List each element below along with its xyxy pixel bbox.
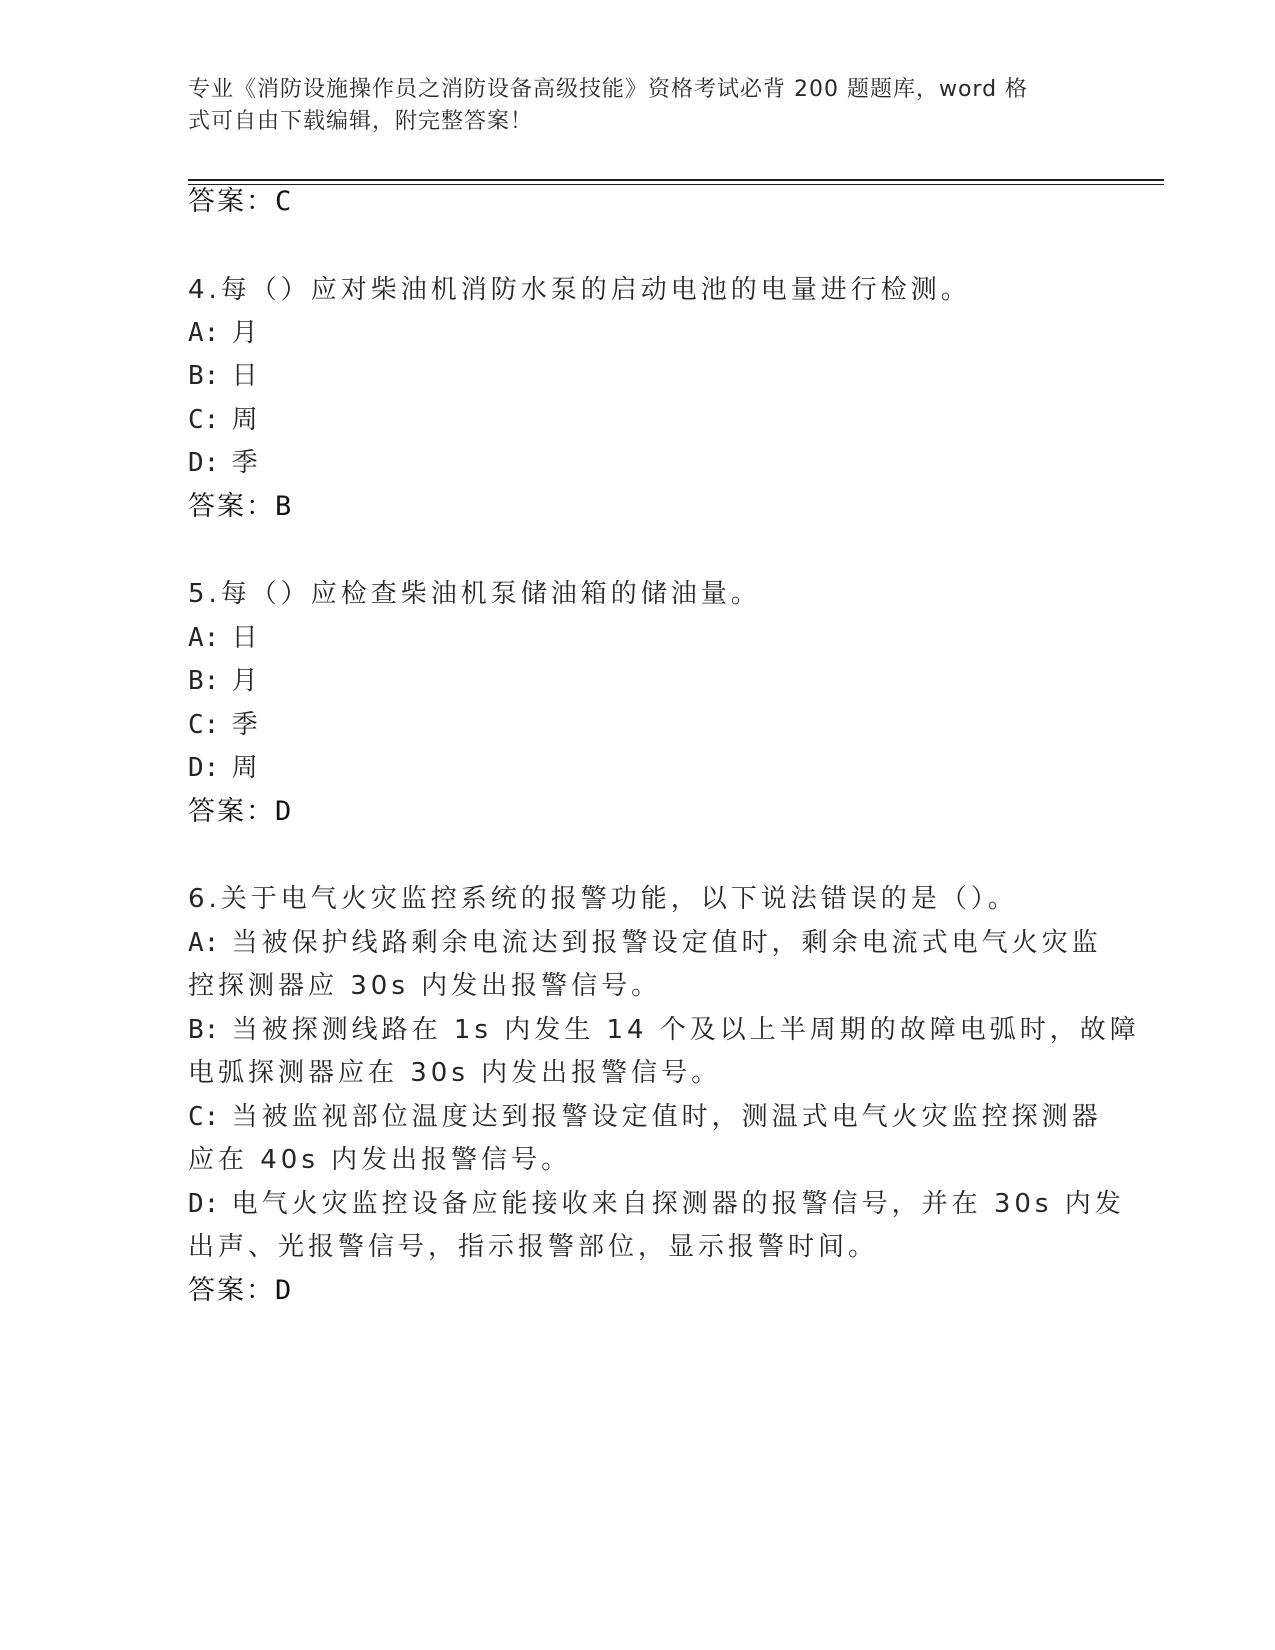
- option-text-line-2: 出声、光报警信号，指示报警部位，显示报警时间。: [188, 1232, 879, 1262]
- option-text: 季: [231, 710, 262, 740]
- option-text-line-1: 当被监视部位温度达到报警设定值时，测温式电气火灾监控探测器: [231, 1102, 1102, 1132]
- option-a: [188, 620, 262, 656]
- header-rule-thin: [188, 184, 1164, 185]
- option-c: [188, 402, 262, 438]
- answer-value: D: [275, 796, 294, 827]
- option-b: [188, 1012, 1140, 1048]
- question-stem: 4.每（）应对柴油机消防水泵的启动电池的电量进行检测。: [188, 275, 971, 305]
- document-header: [188, 74, 1078, 138]
- option-text: 日: [231, 623, 262, 653]
- option-a: [188, 315, 262, 351]
- option-d: [188, 445, 262, 481]
- option-text: 季: [231, 448, 262, 478]
- answer-value: C: [275, 186, 294, 217]
- option-key: D:: [188, 753, 220, 783]
- option-key: A:: [188, 318, 220, 348]
- option-b: [188, 663, 262, 699]
- option-c: [188, 707, 262, 743]
- option-key: C:: [188, 1102, 220, 1132]
- option-text-line-1: 当被保护线路剩余电流达到报警设定值时，剩余电流式电气火灾监: [231, 928, 1102, 958]
- option-key: D:: [188, 1189, 220, 1219]
- option-key: B:: [188, 1015, 220, 1045]
- answer-value: D: [275, 1275, 294, 1306]
- option-a: [188, 925, 1102, 961]
- option-key: D:: [188, 448, 220, 478]
- answer-line: [188, 1273, 293, 1309]
- header-rule-thick: [188, 179, 1164, 181]
- option-d: [188, 750, 262, 786]
- option-text: 日: [231, 361, 262, 391]
- question-stem: 6.关于电气火灾监控系统的报警功能，以下说法错误的是（）。: [188, 884, 1018, 914]
- option-b: [188, 358, 262, 394]
- option-key: B:: [188, 361, 220, 391]
- option-text: 周: [231, 753, 262, 783]
- header-line-1: 专业《消防设施操作员之消防设备高级技能》资格考试必背 200 题题库，word 格: [188, 77, 1029, 102]
- option-text: 月: [231, 666, 262, 696]
- option-text-line-2: 应在 40s 内发出报警信号。: [188, 1145, 572, 1175]
- option-text: 周: [231, 405, 262, 435]
- answer-line: [188, 489, 293, 525]
- option-text: 月: [231, 318, 262, 348]
- option-text-line-2: 控探测器应 30s 内发出报警信号。: [188, 971, 662, 1001]
- option-d: [188, 1186, 1125, 1222]
- answer-label: 答案：: [188, 491, 275, 522]
- header-line-2: 式可自由下载编辑，附完整答案！: [188, 109, 534, 134]
- option-key: C:: [188, 405, 220, 435]
- option-key: B:: [188, 666, 220, 696]
- answer-value: B: [275, 491, 294, 522]
- option-text-line-2: 电弧探测器应在 30s 内发出报警信号。: [188, 1058, 722, 1088]
- option-key: A:: [188, 928, 220, 958]
- answer-label: 答案：: [188, 1275, 275, 1306]
- answer-line: [188, 794, 293, 830]
- option-key: A:: [188, 623, 220, 653]
- option-c: [188, 1099, 1102, 1135]
- option-key: C:: [188, 710, 220, 740]
- question-stem: 5.每（）应检查柴油机泵储油箱的储油量。: [188, 579, 761, 609]
- answer-line: [188, 184, 293, 220]
- answer-label: 答案：: [188, 186, 275, 217]
- answer-label: 答案：: [188, 796, 275, 827]
- option-text-line-1: 电气火灾监控设备应能接收来自探测器的报警信号，并在 30s 内发: [231, 1189, 1125, 1219]
- option-text-line-1: 当被探测线路在 1s 内发生 14 个及以上半周期的故障电弧时，故障: [231, 1015, 1140, 1045]
